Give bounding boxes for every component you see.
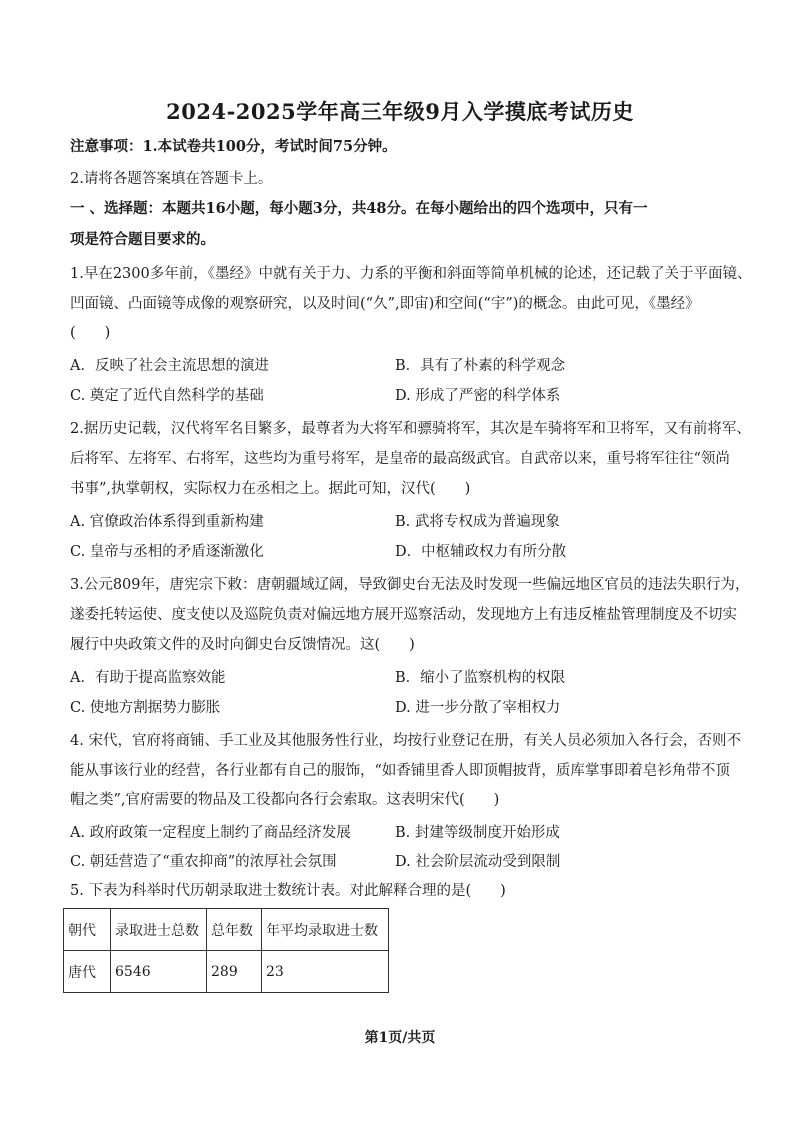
question-2-stem: 书事”,执掌朝权，实际权力在丞相之上。据此可知，汉代( ) xyxy=(70,481,471,497)
question-3-option-d[interactable]: D. 进一步分散了宰相权力 xyxy=(395,700,561,716)
question-2-option-b[interactable]: B. 武将专权成为普遍现象 xyxy=(395,514,560,530)
question-1-option-c[interactable]: C. 奠定了近代自然科学的基础 xyxy=(70,388,264,404)
statistics-table xyxy=(63,908,389,993)
table-cell: 6546 xyxy=(111,951,207,993)
question-1-stem: ( ) xyxy=(70,325,111,341)
table-cell: 唐代 xyxy=(64,951,111,993)
notes-line-2: 2.请将各题答案填在答题卡上。 xyxy=(70,171,273,187)
table-header-cell: 年平均录取进士数 xyxy=(262,909,389,951)
question-4-option-d[interactable]: D. 社会阶层流动受到限制 xyxy=(395,854,561,870)
question-2-stem: 后将军、左将军、右将军，这些均为重号将军，是皇帝的最高级武官。自武帝以来，重号将军往往“领尚 xyxy=(70,451,730,467)
question-3-option-b[interactable]: B．缩小了监察机构的权限 xyxy=(395,670,566,686)
question-3-option-c[interactable]: C. 使地方割据势力膨胀 xyxy=(70,700,221,716)
question-4-option-b[interactable]: B. 封建等级制度开始形成 xyxy=(395,825,560,841)
question-3-stem: 遂委托转运使、度支使以及巡院负责对偏远地方展开巡察活动，发现地方上有违反榷盐管理制度及不切实 xyxy=(70,607,737,623)
question-2-option-a[interactable]: A. 官僚政治体系得到重新构建 xyxy=(70,514,264,530)
section-heading-2: 项是符合题目要求的。 xyxy=(70,231,215,248)
table-cell: 289 xyxy=(207,951,262,993)
question-3-stem: 3.公元809年，唐宪宗下敕：唐朝疆域辽阔，导致御史台无法及时发现一些偏远地区官员的违法失职行为， xyxy=(70,577,750,593)
question-1-stem: 1.早在2300多年前，《墨经》中就有关于力、力系的平衡和斜面等简单机械的论述，还记载了关于平面镜、 xyxy=(70,266,752,282)
notes-line-1: 注意事项：1.本试卷共100分，考试时间75分钟。 xyxy=(70,138,397,155)
question-3-option-a[interactable]: A．有助于提高监察效能 xyxy=(70,670,226,686)
table-cell: 23 xyxy=(262,951,389,993)
question-1-option-a[interactable]: A．反映了社会主流思想的演进 xyxy=(70,358,269,374)
table-header-cell: 总年数 xyxy=(207,909,262,951)
question-2-option-d[interactable]: D．中枢辅政权力有所分散 xyxy=(395,544,567,560)
question-4-option-c[interactable]: C. 朝廷营造了“重农抑商”的浓厚社会氛围 xyxy=(70,854,337,870)
section-heading-1: 一 、选择题：本题共16小题，每小题3分，共48分。在每小题给出的四个选项中，只有一 xyxy=(70,200,648,217)
page-title: 2024-2025学年高三年级9月入学摸底考试历史 xyxy=(166,99,634,124)
question-4-stem: 帽之类”,官府需要的物品及工役都向各行会索取。这表明宋代( ) xyxy=(70,792,500,808)
question-1-stem: 凹面镜、凸面镜等成像的观察研究，以及时间(“久”,即宙)和空间(“宇”)的概念。由此可见，《墨经》 xyxy=(70,296,700,312)
page-footer: 第1页/共页 xyxy=(364,1030,436,1046)
question-1-option-d[interactable]: D. 形成了严密的科学体系 xyxy=(395,388,561,404)
question-4-stem: 4. 宋代，官府将商铺、手工业及其他服务性行业，均按行业登记在册，有关人员必须加入各行会，否则不 xyxy=(70,733,741,749)
table-header-row xyxy=(64,909,389,951)
question-1-option-b[interactable]: B．具有了朴素的科学观念 xyxy=(395,358,566,374)
question-4-stem: 能从事该行业的经营，各行业都有自己的服饰，“如香铺里香人即顶帽披背，质库掌事即着皂衫角带不顶 xyxy=(70,763,730,779)
question-2-stem: 2.据历史记载，汉代将军名目繁多，最尊者为大将军和骠骑将军，其次是车骑将军和卫将军，又有前将军、 xyxy=(70,421,751,437)
table-row xyxy=(64,951,389,993)
question-2-option-c[interactable]: C. 皇帝与丞相的矛盾逐渐激化 xyxy=(70,544,264,560)
table-header-cell: 录取进士总数 xyxy=(111,909,207,951)
table-header-cell: 朝代 xyxy=(64,909,111,951)
question-5-stem: 5. 下表为科举时代历朝录取进士数统计表。对此解释合理的是( ) xyxy=(70,883,506,899)
question-3-stem: 履行中央政策文件的及时向御史台反馈情况。这( ) xyxy=(70,637,415,653)
question-4-option-a[interactable]: A. 政府政策一定程度上制约了商品经济发展 xyxy=(70,825,351,841)
